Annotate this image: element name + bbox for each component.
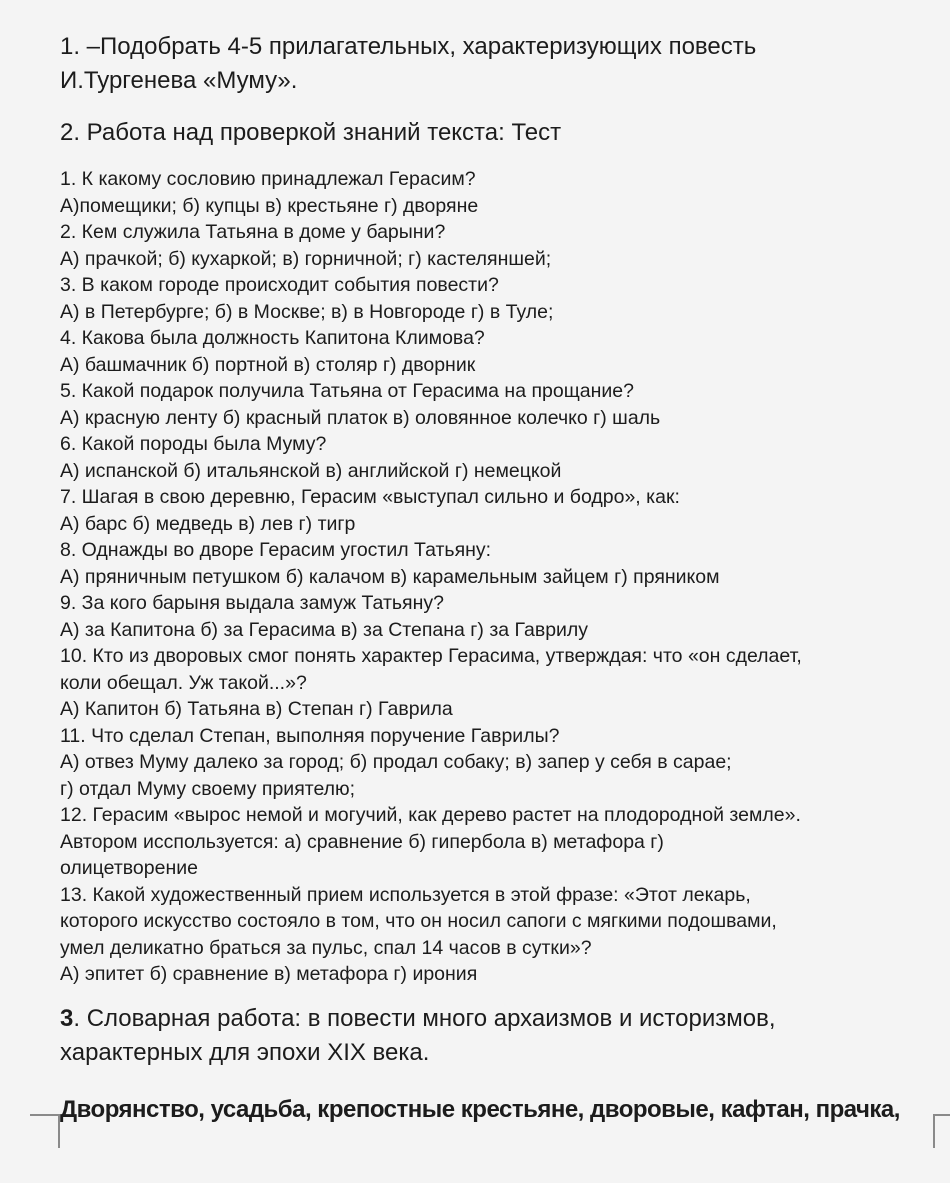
- task-3-vocabulary-words: Дворянство, усадьба, крепостные крестьяне, дворовые, кафтан, прачка,: [60, 1095, 900, 1123]
- test-line: 2. Кем служила Татьяна в доме у барыни?: [60, 221, 446, 243]
- test-line: г) отдал Муму своему приятелю;: [60, 777, 356, 800]
- test-line: А) отвез Муму далеко за город; б) продал собаку; в) запер у себя в сарае;: [60, 751, 732, 773]
- test-line: 12. Герасим «вырос немой и могучий, как дерево растет на плодородной земле».: [60, 804, 801, 826]
- task-1-line-1: 1. –Подобрать 4-5 прилагательных, характеризующих повесть: [60, 33, 757, 60]
- crop-mark-right: [933, 1114, 950, 1148]
- test-line: А) прачкой; б) кухаркой; в) горничной; г) кастеляншей;: [60, 247, 552, 270]
- test-questions: [60, 166, 940, 988]
- test-line: 8. Однажды во дворе Герасим угостил Татьяну:: [60, 539, 492, 561]
- document-content: [60, 30, 940, 1150]
- test-line: 3. В каком городе происходит события повести?: [60, 274, 499, 296]
- task-3-heading-text: . Словарная работа: в повести много архаизмов и историзмов,: [73, 1004, 776, 1032]
- test-line: 1. К какому сословию принадлежал Герасим?: [60, 168, 476, 190]
- test-line: А) за Капитона б) за Герасима в) за Степана г) за Гаврилу: [60, 618, 589, 641]
- test-line: 9. За кого барыня выдала замуж Татьяну?: [60, 592, 444, 614]
- test-line: которого искусство состояло в том, что он носил сапоги с мягкими подошвами,: [60, 910, 777, 932]
- test-line: олицетворение: [60, 857, 198, 879]
- crop-mark-left: [30, 1114, 60, 1148]
- task-3-heading: [60, 1002, 940, 1036]
- test-line: 10. Кто из дворовых смог понять характер Герасима, утверждая: что «он сделает,: [60, 645, 802, 667]
- test-line: А) испанской б) итальянской в) английской г) немецкой: [60, 459, 562, 482]
- task-3-number: 3: [60, 1004, 74, 1032]
- test-line: 13. Какой художественный прием используется в этой фразе: «Этот лекарь,: [60, 883, 751, 906]
- test-line: 4. Какова была должность Капитона Климова?: [60, 327, 485, 349]
- test-line: А) красную ленту б) красный платок в) оловянное колечко г) шаль: [60, 406, 661, 429]
- test-line: А)помещики; б) купцы в) крестьяне г) дворяне: [60, 194, 479, 217]
- test-line: А) эпитет б) сравнение в) метафора г) ирония: [60, 963, 478, 985]
- test-line: 6. Какой породы была Муму?: [60, 433, 327, 455]
- test-line: А) пряничным петушком б) калачом в) карамельным зайцем г) пряником: [60, 565, 720, 588]
- test-line: А) барс б) медведь в) лев г) тигр: [60, 512, 356, 535]
- task-1: [60, 30, 940, 98]
- task-2-heading: 2. Работа над проверкой знаний текста: Тест: [60, 119, 562, 146]
- test-line: коли обещал. Уж такой...»?: [60, 671, 307, 694]
- test-line: А) башмачник б) портной в) столяр г) дворник: [60, 353, 476, 376]
- test-line: 5. Какой подарок получила Татьяна от Герасима на прощание?: [60, 380, 634, 402]
- task-3: [60, 1002, 940, 1126]
- test-line: А) в Петербурге; б) в Москве; в) в Новгороде г) в Туле;: [60, 300, 554, 323]
- task-1-line-2: И.Тургенева «Муму».: [60, 67, 298, 94]
- test-line: А) Капитон б) Татьяна в) Степан г) Гаврила: [60, 698, 453, 720]
- test-line: 11. Что сделал Степан, выполняя поручение Гаврилы?: [60, 724, 560, 747]
- test-line: Автором исспользуется: а) сравнение б) гипербола в) метафора г): [60, 830, 664, 853]
- test-line: умел деликатно браться за пульс, спал 14 часов в сутки»?: [60, 936, 592, 959]
- test-line: 7. Шагая в свою деревню, Герасим «выступал сильно и бодро», как:: [60, 486, 680, 508]
- task-3-line-2: характерных для эпохи XIX века.: [60, 1038, 430, 1066]
